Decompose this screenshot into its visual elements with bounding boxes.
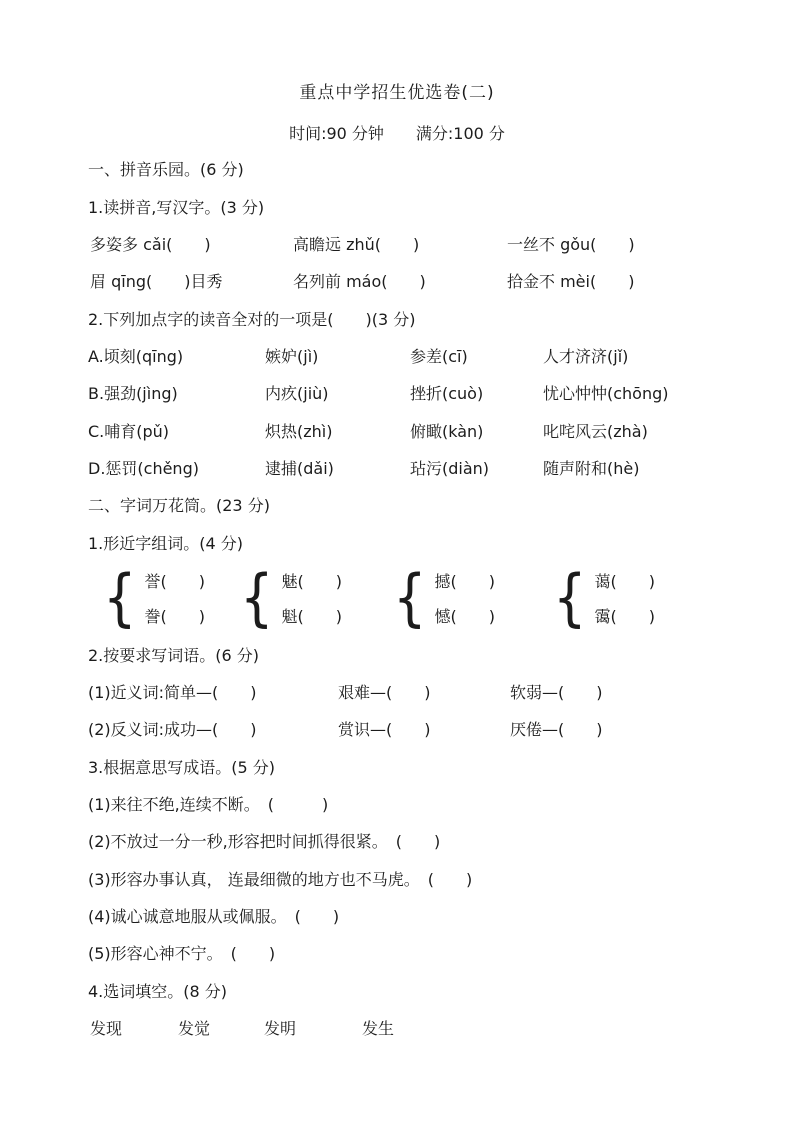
idiom-item-4: (4)诚心诚意地服从或佩服。 ( ) — [88, 907, 340, 927]
option-row-d — [88, 449, 764, 486]
option-item: C.哺育(pǔ) — [88, 421, 170, 441]
pinyin-item: 一丝不 gǒu( ) — [507, 234, 635, 254]
word-blank: (2)反义词:成功—( ) — [88, 720, 257, 740]
question-2-3-heading: 3.根据意思写成语。(5 分) — [88, 757, 276, 777]
idiom-item-2: (2)不放过一分一秒,形容把时间抓得很紧。 ( ) — [88, 832, 441, 852]
antonym-row — [88, 710, 764, 747]
pinyin-item: 多姿多 cǎi( ) — [90, 234, 211, 254]
idiom-item-1: (1)来往不绝,连续不断。 ( ) — [88, 795, 329, 815]
option-item: 挫折(cuò) — [410, 384, 484, 404]
word-choice: 发觉 — [178, 1019, 211, 1039]
word-choice: 发现 — [90, 1019, 123, 1039]
character-group — [550, 561, 655, 636]
option-row-c — [88, 411, 764, 448]
word-choice-row — [88, 1009, 764, 1046]
question-2-4-heading: 4.选词填空。(8 分) — [88, 981, 228, 1001]
option-item: 俯瞰(kàn) — [410, 421, 484, 441]
character-blank: 魁( ) — [281, 607, 342, 627]
character-group — [390, 561, 495, 636]
word-blank: 软弱—( ) — [510, 682, 603, 702]
character-blank: 誊( ) — [144, 607, 205, 627]
question-1-1-heading: 1.读拼音,写汉字。(3 分) — [88, 197, 265, 217]
section-2-heading: 二、字词万花筒。(23 分) — [88, 496, 270, 516]
character-blank: 魅( ) — [281, 572, 342, 592]
character-blank: 撼( ) — [434, 572, 495, 592]
similar-characters-block — [88, 561, 764, 636]
option-item: 内疚(jiù) — [265, 384, 329, 404]
brace-glyph: { — [239, 561, 274, 635]
idiom-item-3: (3)形容办事认真， 连最细微的地方也不马虎。 ( ) — [88, 869, 473, 889]
option-row-b — [88, 374, 764, 411]
word-blank: 赏识—( ) — [338, 720, 431, 740]
word-choice: 发生 — [362, 1019, 395, 1039]
character-blank: 蔼( ) — [594, 572, 655, 592]
pinyin-item: 眉 qīng( )目秀 — [90, 272, 223, 292]
question-1-2-heading: 2.下列加点字的读音全对的一项是( )(3 分) — [88, 309, 416, 329]
option-row-a — [88, 337, 764, 374]
question-2-1-heading: 1.形近字组词。(4 分) — [88, 533, 244, 553]
pinyin-item: 高瞻远 zhǔ( ) — [293, 234, 420, 254]
word-choice: 发明 — [264, 1019, 297, 1039]
option-item: 忧心忡忡(chōng) — [543, 384, 669, 404]
character-blank: 霭( ) — [594, 607, 655, 627]
pinyin-row-1 — [88, 225, 764, 262]
option-item: 叱咤风云(zhà) — [543, 421, 648, 441]
option-item: 人才济济(jǐ) — [543, 346, 629, 366]
brace-glyph: { — [102, 561, 137, 635]
pinyin-item: 名列前 máo( ) — [293, 272, 426, 292]
character-blank: 誉( ) — [144, 572, 205, 592]
option-item: 参差(cī) — [410, 346, 468, 366]
brace-glyph: { — [392, 561, 427, 635]
pinyin-row-2 — [88, 262, 764, 299]
character-group — [237, 561, 342, 636]
brace-glyph: { — [552, 561, 587, 635]
option-item: A.顷刻(qīng) — [88, 346, 184, 366]
option-item: B.强劲(jìng) — [88, 384, 178, 404]
character-blank: 憾( ) — [434, 607, 495, 627]
idiom-item-5: (5)形容心神不宁。 ( ) — [88, 944, 276, 964]
option-item: 逮捕(dǎi) — [265, 458, 334, 478]
exam-meta: 时间:90 分钟 满分:100 分 — [289, 124, 505, 143]
word-blank: 厌倦—( ) — [510, 720, 603, 740]
character-group — [100, 561, 205, 636]
option-item: 嫉妒(jì) — [265, 346, 319, 366]
exam-body — [88, 150, 764, 1046]
question-2-2-heading: 2.按要求写词语。(6 分) — [88, 645, 260, 665]
section-1-heading: 一、拼音乐园。(6 分) — [88, 160, 244, 180]
pinyin-item: 拾金不 mèi( ) — [507, 272, 635, 292]
option-item: 随声附和(hè) — [543, 458, 640, 478]
exam-title: 重点中学招生优选卷(二) — [299, 83, 495, 103]
option-item: D.惩罚(chěng) — [88, 458, 199, 478]
synonym-row — [88, 673, 764, 710]
option-item: 炽热(zhì) — [265, 421, 333, 441]
word-blank: 艰难—( ) — [338, 682, 431, 702]
option-item: 玷污(diàn) — [410, 458, 490, 478]
word-blank: (1)近义词:简单—( ) — [88, 682, 257, 702]
